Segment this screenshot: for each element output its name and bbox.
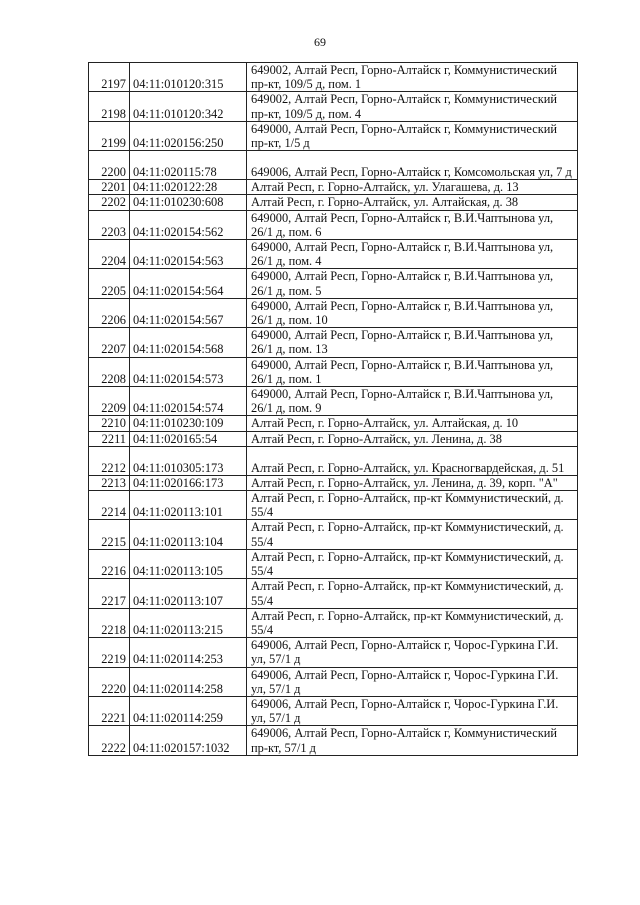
cadastral-number: 04:11:010230:608: [130, 195, 247, 210]
row-number: 2216: [89, 549, 130, 578]
cadastral-number: 04:11:020113:107: [130, 579, 247, 608]
row-number: 2217: [89, 579, 130, 608]
address: Алтай Респ, г. Горно-Алтайск, ул. Алтайская, д. 38: [247, 195, 578, 210]
table-row: [89, 431, 578, 446]
cadastral-number: 04:11:020154:574: [130, 387, 247, 416]
address: 649000, Алтай Респ, Горно-Алтайск г, Коммунистический пр-кт, 1/5 д: [247, 121, 578, 150]
address: Алтай Респ, г. Горно-Алтайск, пр-кт Коммунистический, д. 55/4: [247, 520, 578, 549]
row-number: 2198: [89, 92, 130, 121]
address: Алтай Респ, г. Горно-Алтайск, ул. Алтайская, д. 10: [247, 416, 578, 431]
table-row: [89, 269, 578, 298]
table-row: [89, 298, 578, 327]
cadastral-number: 04:11:010120:342: [130, 92, 247, 121]
address: 649000, Алтай Респ, Горно-Алтайск г, В.И.Чаптынова ул, 26/1 д, пом. 13: [247, 328, 578, 357]
cadastral-number: 04:11:010120:315: [130, 63, 247, 92]
row-number: 2201: [89, 180, 130, 195]
cadastral-number: 04:11:020115:78: [130, 151, 247, 180]
table-row: [89, 638, 578, 667]
address: 649000, Алтай Респ, Горно-Алтайск г, В.И.Чаптынова ул, 26/1 д, пом. 1: [247, 357, 578, 386]
row-number: 2214: [89, 491, 130, 520]
cadastral-number: 04:11:020114:259: [130, 696, 247, 725]
row-number: 2219: [89, 638, 130, 667]
table-row: [89, 357, 578, 386]
row-number: 2199: [89, 121, 130, 150]
row-number: 2215: [89, 520, 130, 549]
row-number: 2197: [89, 63, 130, 92]
row-number: 2207: [89, 328, 130, 357]
cadastral-number: 04:11:020114:258: [130, 667, 247, 696]
row-number: 2209: [89, 387, 130, 416]
address: 649006, Алтай Респ, Горно-Алтайск г, Комсомольская ул, 7 д: [247, 151, 578, 180]
row-number: 2200: [89, 151, 130, 180]
table-row: [89, 726, 578, 755]
address: Алтай Респ, г. Горно-Алтайск, ул. Улагашева, д. 13: [247, 180, 578, 195]
row-number: 2208: [89, 357, 130, 386]
cadastral-number: 04:11:020122:28: [130, 180, 247, 195]
table-row: [89, 416, 578, 431]
address: Алтай Респ, г. Горно-Алтайск, ул. Красногвардейская, д. 51: [247, 446, 578, 475]
property-registry-table: [88, 62, 578, 756]
table-row: [89, 387, 578, 416]
address: Алтай Респ, г. Горно-Алтайск, пр-кт Коммунистический, д. 55/4: [247, 549, 578, 578]
cadastral-number: 04:11:010305:173: [130, 446, 247, 475]
cadastral-number: 04:11:020166:173: [130, 475, 247, 490]
table-row: [89, 579, 578, 608]
address: Алтай Респ, г. Горно-Алтайск, пр-кт Коммунистический, д. 55/4: [247, 608, 578, 637]
table-row: [89, 63, 578, 92]
address: 649002, Алтай Респ, Горно-Алтайск г, Коммунистический пр-кт, 109/5 д, пом. 1: [247, 63, 578, 92]
table-row: [89, 328, 578, 357]
cadastral-number: 04:11:020157:1032: [130, 726, 247, 755]
row-number: 2202: [89, 195, 130, 210]
table-row: [89, 608, 578, 637]
table-row: [89, 491, 578, 520]
address: Алтай Респ, г. Горно-Алтайск, ул. Ленина, д. 39, корп. "А": [247, 475, 578, 490]
cadastral-number: 04:11:020154:562: [130, 210, 247, 239]
table-row: [89, 151, 578, 180]
table-row: [89, 475, 578, 490]
table-row: [89, 696, 578, 725]
cadastral-number: 04:11:020113:101: [130, 491, 247, 520]
table-row: [89, 195, 578, 210]
cadastral-number: 04:11:020114:253: [130, 638, 247, 667]
cadastral-number: 04:11:020165:54: [130, 431, 247, 446]
cadastral-number: 04:11:020113:105: [130, 549, 247, 578]
row-number: 2220: [89, 667, 130, 696]
cadastral-number: 04:11:020154:567: [130, 298, 247, 327]
address: 649000, Алтай Респ, Горно-Алтайск г, В.И.Чаптынова ул, 26/1 д, пом. 6: [247, 210, 578, 239]
address: 649000, Алтай Респ, Горно-Алтайск г, В.И.Чаптынова ул, 26/1 д, пом. 9: [247, 387, 578, 416]
address: 649000, Алтай Респ, Горно-Алтайск г, В.И.Чаптынова ул, 26/1 д, пом. 4: [247, 240, 578, 269]
row-number: 2203: [89, 210, 130, 239]
table-row: [89, 240, 578, 269]
table-row: [89, 210, 578, 239]
table-row: [89, 121, 578, 150]
page-number: 69: [314, 35, 326, 49]
table-row: [89, 92, 578, 121]
address: 649006, Алтай Респ, Горно-Алтайск г, Чорос-Гуркина Г.И. ул, 57/1 д: [247, 638, 578, 667]
row-number: 2204: [89, 240, 130, 269]
address: 649000, Алтай Респ, Горно-Алтайск г, В.И.Чаптынова ул, 26/1 д, пом. 10: [247, 298, 578, 327]
table-row: [89, 446, 578, 475]
address: 649006, Алтай Респ, Горно-Алтайск г, Чорос-Гуркина Г.И. ул, 57/1 д: [247, 696, 578, 725]
cadastral-number: 04:11:020154:564: [130, 269, 247, 298]
cadastral-number: 04:11:020154:568: [130, 328, 247, 357]
table-row: [89, 667, 578, 696]
row-number: 2210: [89, 416, 130, 431]
address: 649002, Алтай Респ, Горно-Алтайск г, Коммунистический пр-кт, 109/5 д, пом. 4: [247, 92, 578, 121]
cadastral-number: 04:11:010230:109: [130, 416, 247, 431]
address: 649006, Алтай Респ, Горно-Алтайск г, Чорос-Гуркина Г.И. ул, 57/1 д: [247, 667, 578, 696]
row-number: 2211: [89, 431, 130, 446]
cadastral-number: 04:11:020154:563: [130, 240, 247, 269]
table-row: [89, 520, 578, 549]
row-number: 2222: [89, 726, 130, 755]
row-number: 2206: [89, 298, 130, 327]
table-row: [89, 549, 578, 578]
table-row: [89, 180, 578, 195]
cadastral-number: 04:11:020113:104: [130, 520, 247, 549]
cadastral-number: 04:11:020156:250: [130, 121, 247, 150]
address: Алтай Респ, г. Горно-Алтайск, пр-кт Коммунистический, д. 55/4: [247, 579, 578, 608]
row-number: 2212: [89, 446, 130, 475]
address: Алтай Респ, г. Горно-Алтайск, пр-кт Коммунистический, д. 55/4: [247, 491, 578, 520]
address: 649000, Алтай Респ, Горно-Алтайск г, В.И.Чаптынова ул, 26/1 д, пом. 5: [247, 269, 578, 298]
row-number: 2218: [89, 608, 130, 637]
address: 649006, Алтай Респ, Горно-Алтайск г, Коммунистический пр-кт, 57/1 д: [247, 726, 578, 755]
address: Алтай Респ, г. Горно-Алтайск, ул. Ленина, д. 38: [247, 431, 578, 446]
row-number: 2213: [89, 475, 130, 490]
cadastral-number: 04:11:020113:215: [130, 608, 247, 637]
row-number: 2221: [89, 696, 130, 725]
cadastral-number: 04:11:020154:573: [130, 357, 247, 386]
row-number: 2205: [89, 269, 130, 298]
